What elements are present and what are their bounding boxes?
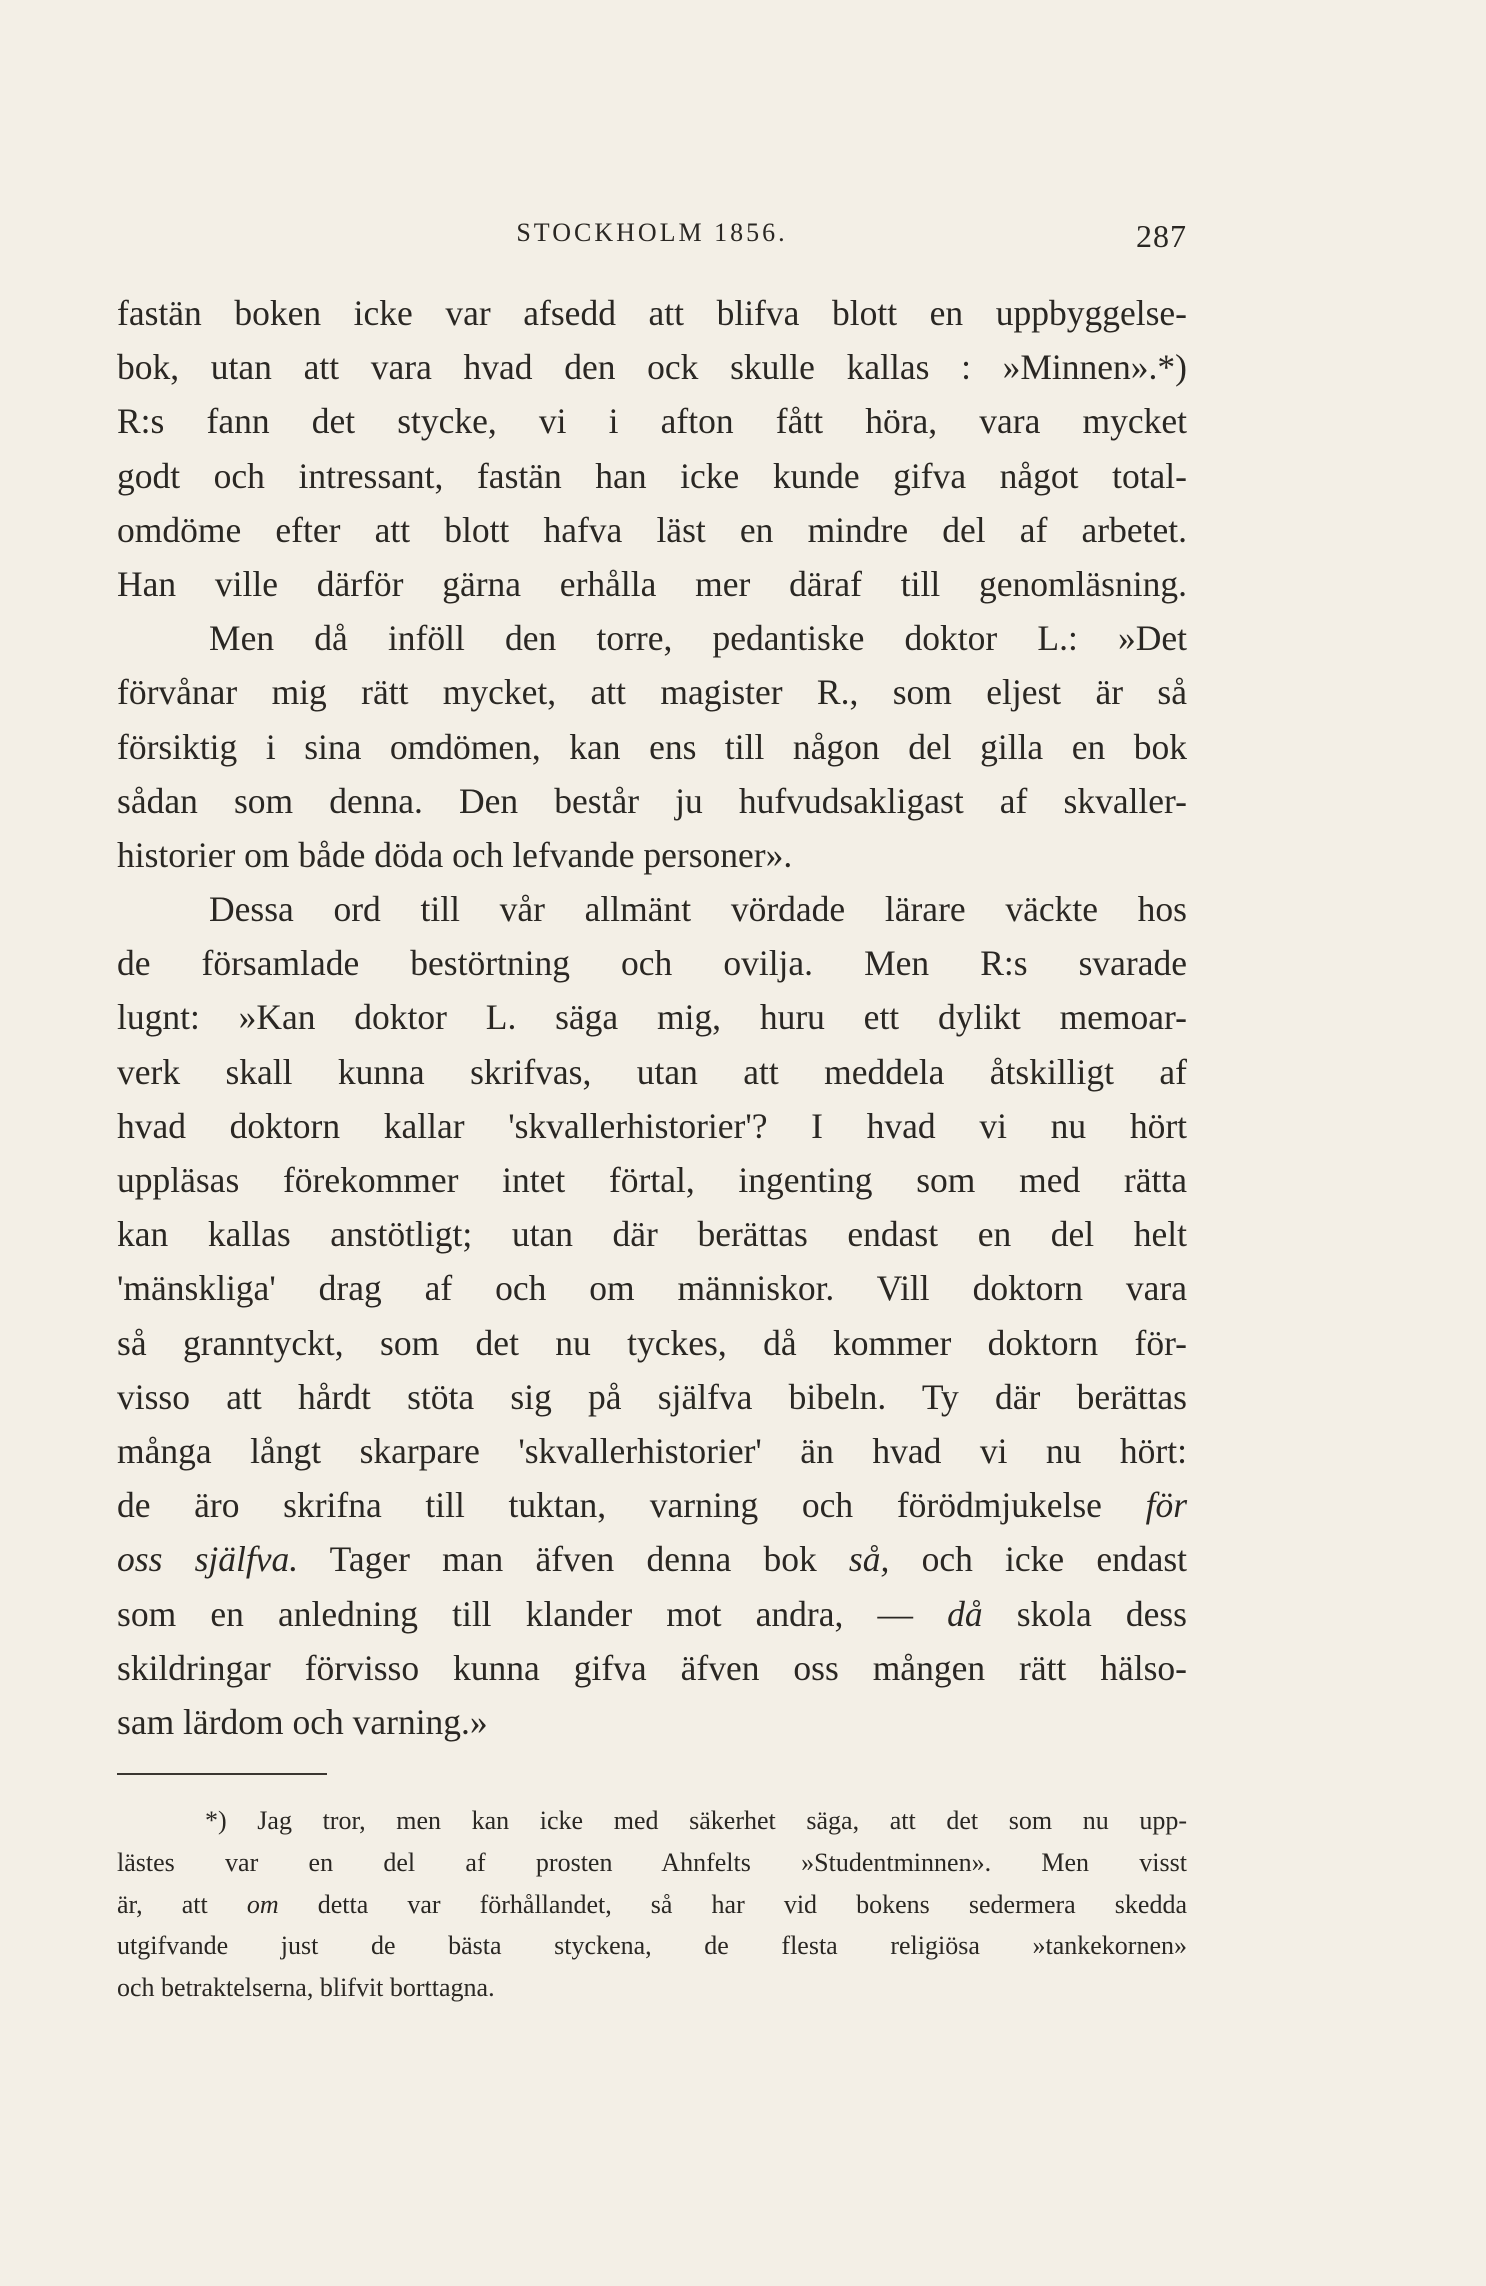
italic-text: så, xyxy=(848,1539,890,1580)
text-line: sam lärdom och varning.» xyxy=(117,1701,488,1742)
text-line: skildringar förvisso kunna gifva äfven oss mången rätt hälso- xyxy=(117,1647,1187,1688)
italic-text: då xyxy=(947,1593,983,1634)
italic-text: om xyxy=(246,1889,279,1919)
text-line: bok, utan att vara hvad den ock skulle kallas : »Minnen».*) xyxy=(117,347,1187,388)
text-line: sådan som denna. Den består ju hufvudsakligast af skvaller- xyxy=(117,780,1187,821)
text-line: förvånar mig rätt mycket, att magister R., som eljest är så xyxy=(117,672,1187,713)
footnote-line xyxy=(117,1884,1187,1926)
text-line: uppläsas förekommer intet förtal, ingenting som med rätta xyxy=(117,1160,1187,1200)
text-segment: skola dess xyxy=(1016,1593,1187,1634)
text-segment: Tager man äfven denna bok xyxy=(329,1539,817,1580)
text-line: lugnt: »Kan doktor L. säga mig, huru ett dylikt memoar- xyxy=(117,997,1187,1038)
footnote-line: och betraktelserna, blifvit borttagna. xyxy=(117,1973,495,2003)
text-line: så granntyckt, som det nu tyckes, då kommer doktorn för- xyxy=(117,1322,1187,1363)
footnote xyxy=(117,1800,1187,2009)
running-title: STOCKHOLM 1856. xyxy=(516,218,788,247)
text-line: Dessa ord till vår allmänt vördade lärare väckte hos xyxy=(209,889,1187,930)
page-header xyxy=(117,218,1187,268)
text-line: kan kallas anstötligt; utan där berättas endast en del helt xyxy=(117,1214,1187,1255)
text-segment: som en anledning till klander mot andra, — xyxy=(117,1593,913,1634)
text-line: många långt skarpare 'skvallerhistorier' än hvad vi nu hört: xyxy=(117,1430,1187,1471)
text-line: godt och intressant, fastän han icke kunde gifva något total- xyxy=(117,455,1187,496)
text-line: Men då inföll den torre, pedantiske doktor L.: »Det xyxy=(209,618,1187,659)
footnote-line: lästes var en del af prosten Ahnfelts »Studentminnen». Men visst xyxy=(117,1847,1187,1877)
text-line: fastän boken icke var afsedd att blifva blott en uppbyggelse- xyxy=(117,293,1187,333)
text-line: omdöme efter att blott hafva läst en mindre del af arbetet. xyxy=(117,509,1187,550)
text-line: 'mänskliga' drag af och om människor. Vill doktorn vara xyxy=(117,1268,1187,1309)
text-line: visso att hårdt stöta sig på själfva bibeln. Ty där berättas xyxy=(117,1376,1187,1417)
text-line: hvad doktorn kallar 'skvallerhistorier'? I hvad vi nu hört xyxy=(117,1105,1187,1146)
text-line xyxy=(117,1478,1187,1532)
footnote-line: *) Jag tror, men kan icke med säkerhet säga, att det som nu upp- xyxy=(205,1806,1187,1835)
text-line: historier om både döda och lefvande personer». xyxy=(117,834,793,875)
text-line: R:s fann det stycke, vi i afton fått höra, vara mycket xyxy=(117,401,1187,442)
text-line: verk skall kunna skrifvas, utan att meddela åtskilligt af xyxy=(117,1051,1187,1092)
text-segment: de äro skrifna till tuktan, varning och förödmjukelse xyxy=(117,1485,1102,1526)
text-line: de församlade bestörtning och ovilja. Men R:s svarade xyxy=(117,943,1187,984)
text-line: Han ville därför gärna erhålla mer däraf till genomläsning. xyxy=(117,563,1187,604)
text-line: försiktig i sina omdömen, kan ens till någon del gilla en bok xyxy=(117,726,1187,767)
text-segment: och icke endast xyxy=(921,1539,1188,1580)
body-text xyxy=(117,286,1187,1749)
page-number: 287 xyxy=(1136,218,1187,254)
text-segment: detta var förhållandet, så har vid bokens sedermera skedda xyxy=(317,1889,1187,1919)
text-segment: är, att xyxy=(117,1889,208,1919)
text-line xyxy=(117,1532,1187,1586)
italic-text: oss själfva. xyxy=(117,1539,299,1580)
footnote-rule xyxy=(117,1773,327,1775)
italic-text: för xyxy=(1145,1485,1188,1526)
footnote-line: utgifvande just de bästa styckena, de flesta religiösa »tankekornen» xyxy=(117,1931,1187,1961)
text-line xyxy=(117,1587,1187,1641)
